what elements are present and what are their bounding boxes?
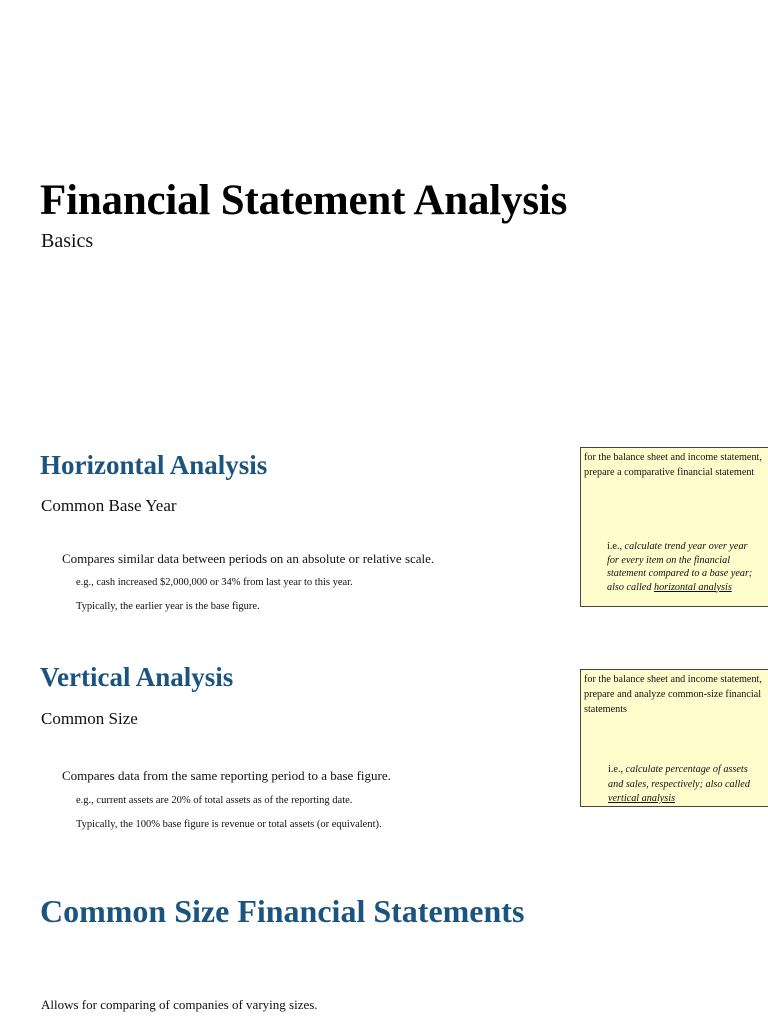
- page-title: Financial Statement Analysis: [40, 177, 568, 224]
- callout-detail-text: i.e., calculate percentage of assets and sales, respectively; also called vertical analysis: [608, 764, 750, 804]
- vertical-analysis-term: vertical analysis: [608, 793, 676, 804]
- callout-detail-text: i.e., calculate trend year over year for every item on the financial statement compared to a base year; also called horizontal analysis: [607, 541, 753, 593]
- callout-intro-text: for the balance sheet and income statement, prepare a comparative financial statement: [584, 452, 762, 478]
- common-size-text: Allows for comparing of companies of varying sizes.: [41, 997, 318, 1012]
- vertical-analysis-note: Typically, the 100% base figure is revenue or total assets (or equivalent).: [76, 819, 382, 830]
- horizontal-analysis-term: horizontal analysis: [653, 581, 732, 593]
- horizontal-analysis-heading: Horizontal Analysis: [40, 450, 268, 480]
- horizontal-analysis-point: Compares similar data between periods on an absolute or relative scale.: [62, 551, 435, 566]
- horizontal-analysis-subheading: Common Base Year: [41, 496, 177, 515]
- vertical-analysis-heading: Vertical Analysis: [40, 662, 234, 692]
- horizontal-analysis-callout: [580, 447, 768, 607]
- page-subtitle: Basics: [41, 230, 94, 252]
- vertical-analysis-example: e.g., current assets are 20% of total assets as of the reporting date.: [76, 795, 353, 806]
- vertical-analysis-point: Compares data from the same reporting period to a base figure.: [62, 768, 391, 783]
- common-size-heading: Common Size Financial Statements: [40, 893, 525, 929]
- horizontal-analysis-note: Typically, the earlier year is the base figure.: [76, 601, 260, 612]
- vertical-analysis-subheading: Common Size: [41, 709, 138, 728]
- vertical-analysis-callout: [580, 669, 768, 807]
- horizontal-analysis-example: e.g., cash increased $2,000,000 or 34% from last year to this year.: [76, 577, 353, 588]
- callout-intro-text: for the balance sheet and income statement, prepare and analyze common-size financial statements: [584, 674, 762, 715]
